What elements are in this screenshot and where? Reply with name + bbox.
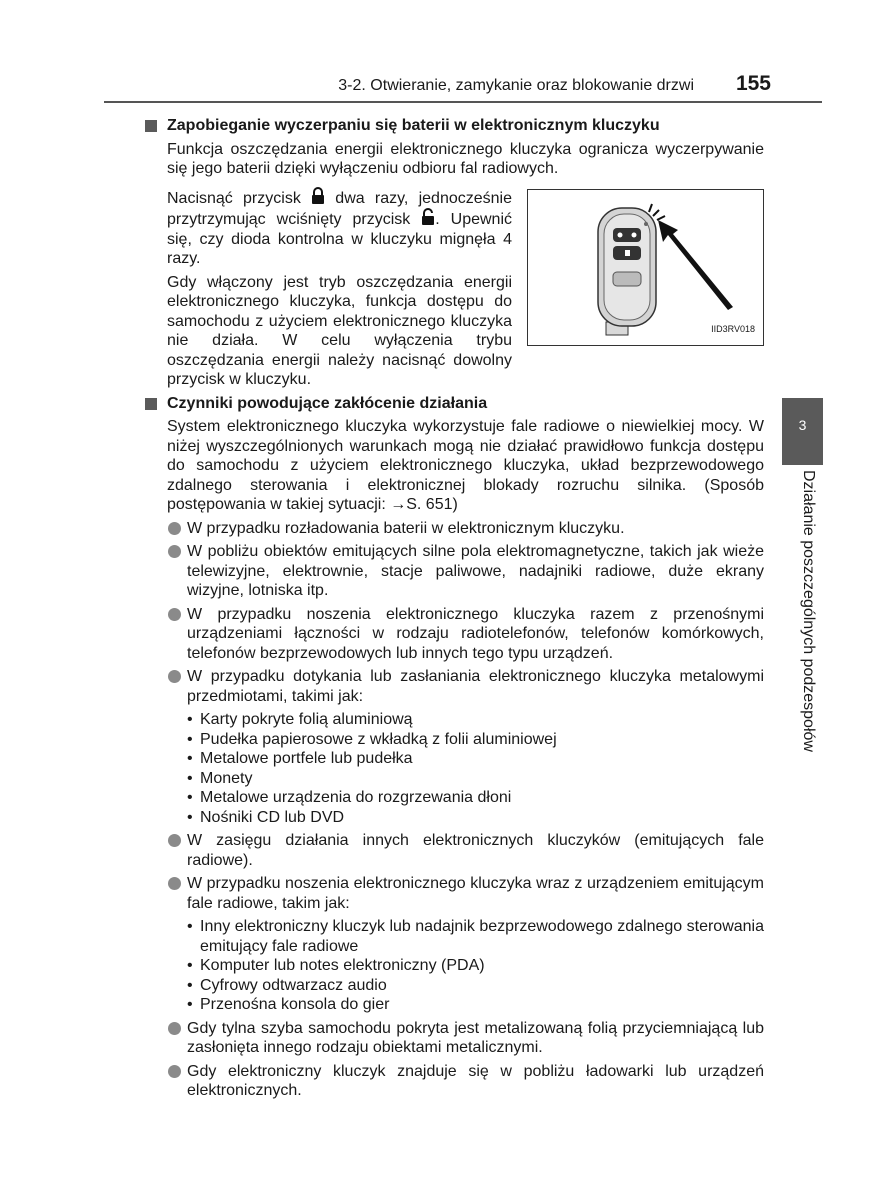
circle-bullet-icon: [168, 608, 181, 621]
list-item: [167, 1062, 764, 1101]
sub-list-item: • Cyfrowy odtwarzacz audio: [187, 976, 764, 996]
chapter-number: 3: [798, 417, 807, 433]
list-item: [167, 519, 764, 539]
list-item-text: W pobliżu obiektów emitujących silne pola elektromagnetyczne, takich jak wieże telewizyjne, elektrownie, stacje paliwowe, nadajniki radiowe, duże ekrany wizyjne, lotniska itp.: [187, 543, 764, 599]
figure-row: [167, 187, 764, 390]
list-item-text: W przypadku dotykania lub zasłaniania elektronicznego kluczyka metalowymi przedmiotami, takimi jak:: [187, 668, 764, 705]
header-rule: [104, 101, 822, 103]
section-heading-text: Czynniki powodujące zakłócenie działania: [167, 394, 488, 412]
chapter-title: Działanie poszczególnych podzespołów: [800, 470, 817, 752]
list-item-text: W przypadku noszenia elektronicznego kluczyka razem z przenośnymi urządzeniami łączności w rodzaju radiotelefonów, telefonów komórkowych, telefonów bezprzewodowych lub innych tego typu urządzeń.: [187, 605, 764, 662]
sub-list: [187, 917, 764, 1015]
circle-bullet-icon: [168, 834, 181, 847]
unlock-icon: [421, 208, 435, 226]
chapter-tab: [782, 398, 823, 465]
figure-text: [167, 187, 512, 390]
list-item: [167, 831, 764, 870]
list-item-text: W zasięgu działania innych elektronicznych kluczyków (emitujących fale radiowe).: [187, 832, 764, 869]
circle-bullet-icon: [168, 877, 181, 890]
page-header: [0, 71, 822, 101]
circle-bullet-icon: [168, 545, 181, 558]
square-bullet-icon: [145, 120, 157, 132]
circle-bullet-icon: [168, 1022, 181, 1035]
section-heading-text: Zapobieganie wyczerpaniu się baterii w elektronicznym kluczyku: [167, 117, 660, 134]
lock-icon: [311, 187, 325, 205]
sub-list-item: • Pudełka papierosowe z wkładką z folii aluminiowej: [187, 730, 764, 750]
section-heading-battery: [144, 116, 764, 136]
section-intro: System elektronicznego kluczyka wykorzystuje fale radiowe o niewielkiej mocy. W niżej wyszczególnionych warunkach mogą nie działać prawidłowo funkcja dostępu do samochodu z użyciem elektronicznego kluczyka, układ bezprzewodowego zdalnego sterowania i elektronicznej blokady rozruchu silnika. (Sposób postępowania w takiej sytuacji: →S. 651): [167, 418, 764, 513]
instruction-part: Nacisnąć przycisk: [167, 189, 301, 207]
list-item-text: Gdy tylna szyba samochodu pokryta jest metalizowaną folią przyciemniającą lub zasłonięta innego rodzaju obiektami metalicznymi.: [187, 1019, 764, 1056]
circle-bullet-icon: [168, 1065, 181, 1078]
key-figure: [527, 189, 764, 346]
list-item: [167, 605, 764, 664]
sub-list-item: • Monety: [187, 769, 764, 789]
sub-list-item: • Metalowe portfele lub pudełka: [187, 749, 764, 769]
list-item-text: W przypadku rozładowania baterii w elektronicznym kluczyku.: [187, 519, 625, 537]
list-item-text: W przypadku noszenia elektronicznego kluczyka wraz z urządzeniem emitującym fale radiowe, takim jak:: [187, 875, 764, 912]
circle-bullet-icon: [168, 670, 181, 683]
figure-code: IID3RV018: [711, 324, 755, 334]
instruction-part: . Upewnić się, czy dioda kontrolna w kluczyku mignęła 4 razy.: [167, 211, 512, 267]
circle-bullet-icon: [168, 522, 181, 535]
list-item: [167, 1019, 764, 1058]
interference-list: [167, 519, 764, 1101]
power-saving-paragraph: Gdy włączony jest tryb oszczędzania energii elektronicznego kluczyka, funkcja dostępu do samochodu z użyciem elektronicznego kluczyka nie działa. W celu wyłączenia trybu oszczędzania energii należy nacisnąć dowolny przycisk w kluczyku.: [167, 273, 512, 388]
header-title: 3-2. Otwieranie, zamykanie oraz blokowanie drzwi: [338, 77, 694, 94]
sub-list-item: • Inny elektroniczny kluczyk lub nadajnik bezprzewodowego zdalnego sterowania emitujący fale radiowe: [187, 917, 764, 956]
sub-list-item: • Metalowe urządzenia do rozgrzewania dłoni: [187, 788, 764, 808]
section-heading-interference: [144, 394, 764, 414]
sub-list: [187, 710, 764, 827]
sub-list-item: • Karty pokryte folią aluminiową: [187, 710, 764, 730]
sub-list-item: • Przenośna konsola do gier: [187, 995, 764, 1015]
list-item: [167, 667, 764, 827]
page-content: [144, 116, 764, 1105]
list-item-text: Gdy elektroniczny kluczyk znajduje się w pobliżu ładowarki lub urządzeń elektronicznych.: [187, 1062, 764, 1099]
instruction-paragraph: [167, 187, 512, 269]
sub-list-item: • Nośniki CD lub DVD: [187, 808, 764, 828]
page-number: 155: [735, 72, 771, 95]
section-intro: Funkcja oszczędzania energii elektronicznego kluczyka ogranicza wyczerpywanie się jego baterii dzięki wyłączeniu odbioru fal radiowych.: [167, 140, 764, 177]
square-bullet-icon: [145, 398, 157, 410]
list-item: [167, 874, 764, 1015]
instruction-part: dwa razy, jednocześnie przytrzymując wciśnięty przycisk: [167, 189, 512, 228]
list-item: [167, 542, 764, 601]
sub-list-item: • Komputer lub notes elektroniczny (PDA): [187, 956, 764, 976]
